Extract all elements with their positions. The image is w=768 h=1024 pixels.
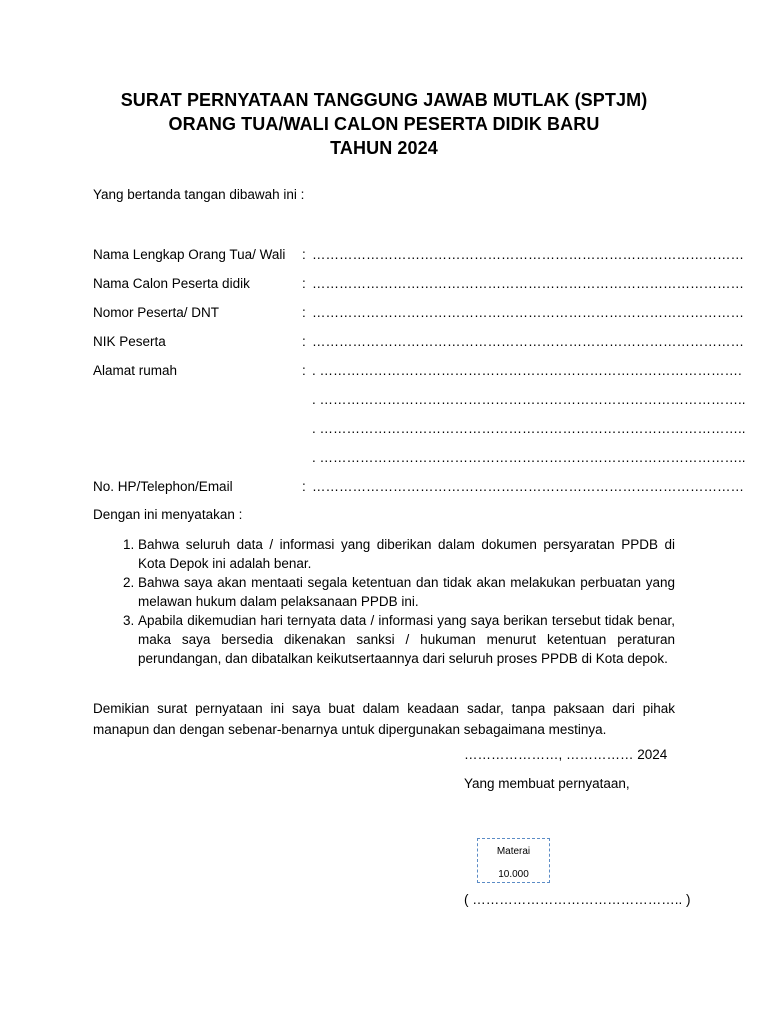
field-colon: :	[302, 247, 306, 262]
field-value-address-line-3[interactable]: . …………………………………………………………………………………..	[312, 421, 746, 436]
field-label-participant-number: Nomor Peserta/ DNT	[93, 305, 220, 320]
field-colon: :	[302, 479, 306, 494]
field-label-parent-name: Nama Lengkap Orang Tua/ Wali	[93, 247, 286, 262]
place-date-line[interactable]: …………………, …………… 2024	[464, 747, 668, 762]
field-colon: :	[302, 334, 306, 349]
field-colon: :	[302, 363, 306, 378]
stamp-box	[477, 838, 550, 883]
field-colon: :	[302, 276, 306, 291]
declaration-list	[93, 535, 675, 668]
field-label-student-name: Nama Calon Peserta didik	[93, 276, 250, 291]
field-value-parent-name[interactable]: ……………………………………………………………………………………	[312, 247, 744, 262]
document-title-line-2: ORANG TUA/WALI CALON PESERTA DIDIK BARU	[168, 114, 600, 134]
field-label-nik: NIK Peserta	[93, 334, 166, 349]
field-value-address[interactable]: . ………………………………………………………………………………….	[312, 363, 742, 378]
field-value-nik[interactable]: ……………………………………………………………………………………	[312, 334, 744, 349]
intro-text: Yang bertanda tangan dibawah ini :	[93, 187, 305, 202]
document-title-line-1: SURAT PERNYATAAN TANGGUNG JAWAB MUTLAK (SPTJM)	[120, 90, 648, 110]
stamp-value: 10.000	[498, 869, 529, 880]
declaration-item: 3. Apabila dikemudian hari ternyata data / informasi yang saya berikan tersebut tidak benar, maka saya bersedia dikenakan sanksi / hukuman menurut ketentuan peraturan perundangan, dan dibatalkan keikutsertaannya dari seluruh proses PPDB di Kota depok.	[138, 611, 675, 668]
field-value-contact[interactable]: ……………………………………………………………………………………	[312, 479, 744, 494]
field-value-participant-number[interactable]: ……………………………………………………………………………………	[312, 305, 744, 320]
field-value-student-name[interactable]: ……………………………………………………………………………………	[312, 276, 744, 291]
closing-paragraph: Demikian surat pernyataan ini saya buat dalam keadaan sadar, tanpa paksaan dari pihak manapun dan dengan sebenar-benarnya untuk dipergunakan sebagaimana mestinya.	[93, 701, 675, 737]
field-colon: :	[302, 305, 306, 320]
declaration-item: 1. Bahwa seluruh data / informasi yang diberikan dalam dokumen persyaratan PPDB di Kota Depok ini adalah benar.	[138, 535, 675, 573]
field-label-address: Alamat rumah	[93, 363, 178, 378]
field-label-contact: No. HP/Telephon/Email	[93, 479, 233, 494]
signer-label: Yang membuat pernyataan,	[464, 776, 630, 791]
document-title-line-3: TAHUN 2024	[330, 138, 438, 158]
field-value-address-line-2[interactable]: . …………………………………………………………………………………..	[312, 392, 746, 407]
declaration-heading: Dengan ini menyatakan :	[93, 507, 243, 522]
signature-name-line[interactable]: ( ……………………………………….. )	[464, 892, 691, 907]
declaration-item: 2. Bahwa saya akan mentaati segala ketentuan dan tidak akan melakukan perbuatan yang melawan hukum dalam pelaksanaan PPDB ini.	[138, 573, 675, 611]
field-value-address-line-4[interactable]: . …………………………………………………………………………………..	[312, 450, 746, 465]
stamp-label: Materai	[496, 846, 531, 857]
